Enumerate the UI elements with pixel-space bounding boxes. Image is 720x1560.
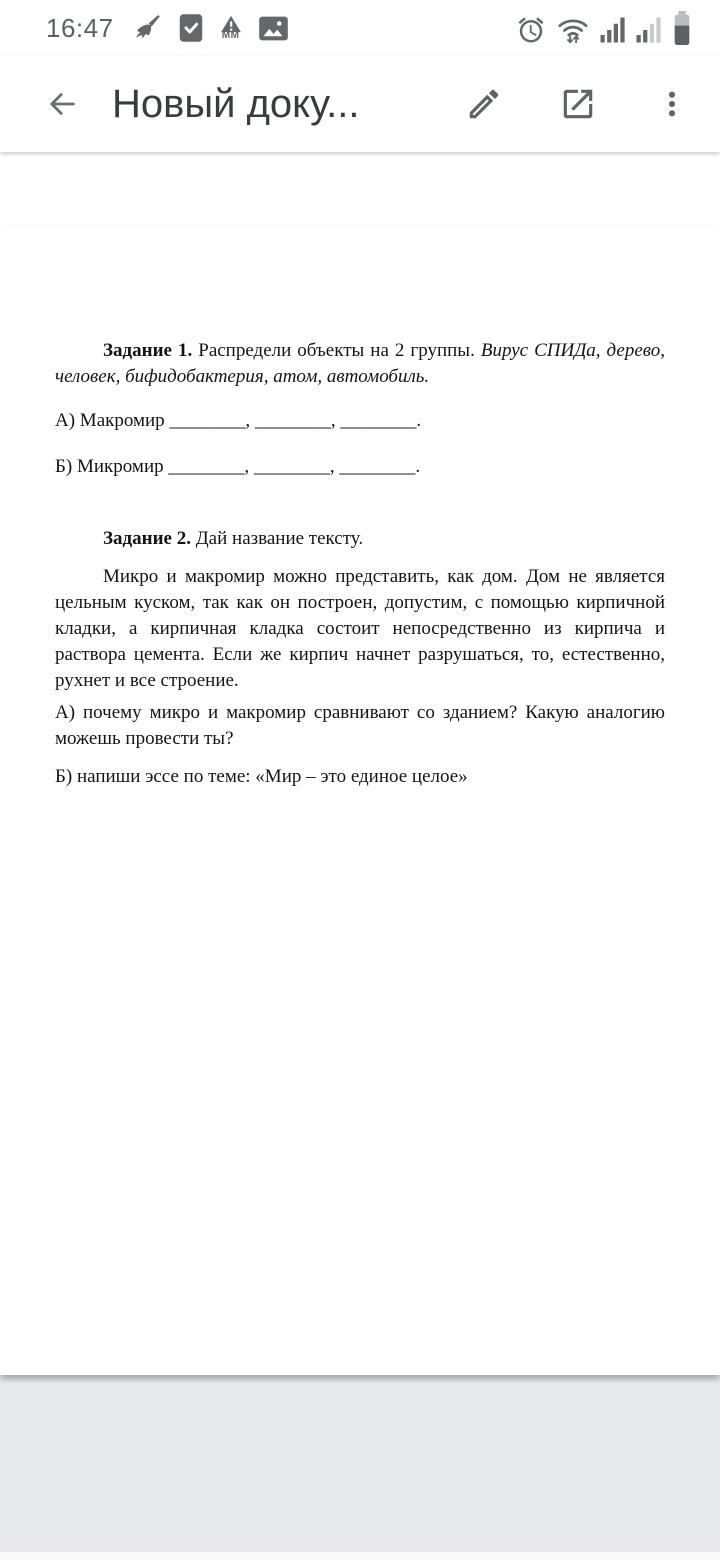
battery-icon	[672, 11, 692, 45]
task2-label: Задание 2.	[103, 528, 191, 549]
broom-icon	[132, 13, 162, 43]
alarm-icon	[516, 15, 546, 45]
task2-heading	[55, 526, 665, 552]
task2-question-b: Б) напиши эссе по теме: «Мир – это единое целое»	[55, 766, 468, 787]
task1-intro: Распредели объекты на 2 группы.	[192, 340, 481, 361]
notification-icons	[132, 13, 289, 43]
signal-strength-icon	[600, 15, 626, 45]
wifi-arrows-icon	[556, 15, 590, 45]
document-page[interactable]	[0, 226, 720, 1375]
document-content	[0, 226, 720, 790]
image-icon	[258, 15, 289, 42]
navigation-bar	[0, 1551, 720, 1560]
open-in-new-icon[interactable]	[556, 82, 600, 126]
task1-answer-a: А) Макромир ________, ________, ________.	[55, 410, 422, 431]
document-viewer	[0, 226, 720, 1551]
back-arrow-icon[interactable]	[34, 76, 90, 132]
mm-warning-icon: ММ	[220, 15, 242, 41]
overflow-menu-icon[interactable]	[650, 82, 694, 126]
checkmark-badge-icon	[178, 13, 204, 43]
document-title: Новый доку...	[112, 81, 360, 126]
app-bar-actions	[462, 82, 694, 126]
edit-pencil-icon[interactable]	[462, 82, 506, 126]
clock-time: 16:47	[46, 12, 114, 43]
signal-strength-secondary-icon	[636, 15, 662, 45]
task1-paragraph	[55, 338, 665, 390]
system-status-icons	[516, 11, 692, 45]
task2-intro: Дай название тексту.	[190, 528, 364, 549]
task1-answer-b: Б) Микромир ________, ________, ________.	[55, 456, 421, 477]
task1-label: Задание 1.	[103, 340, 193, 361]
status-bar	[0, 0, 720, 56]
app-bar	[0, 56, 720, 152]
task2-paragraph: Микро и макромир можно представить, как дом. Дом не является цельным куском, так как он построен, допустим, с помощью кирпичной кладки, а кирпичная кладка состоит непосредственно из кирпича и раствора цемента. Если же кирпич начнет разрушаться, то, естественно, рухнет и все строение.	[55, 566, 665, 691]
task2-question-a: А) почему микро и макромир сравнивают со зданием? Какую аналогию можешь провести ты?	[55, 702, 665, 749]
task1-items: Вирус СПИДа, дерево, человек, бифидобактерия, атом, автомобиль.	[55, 340, 665, 387]
